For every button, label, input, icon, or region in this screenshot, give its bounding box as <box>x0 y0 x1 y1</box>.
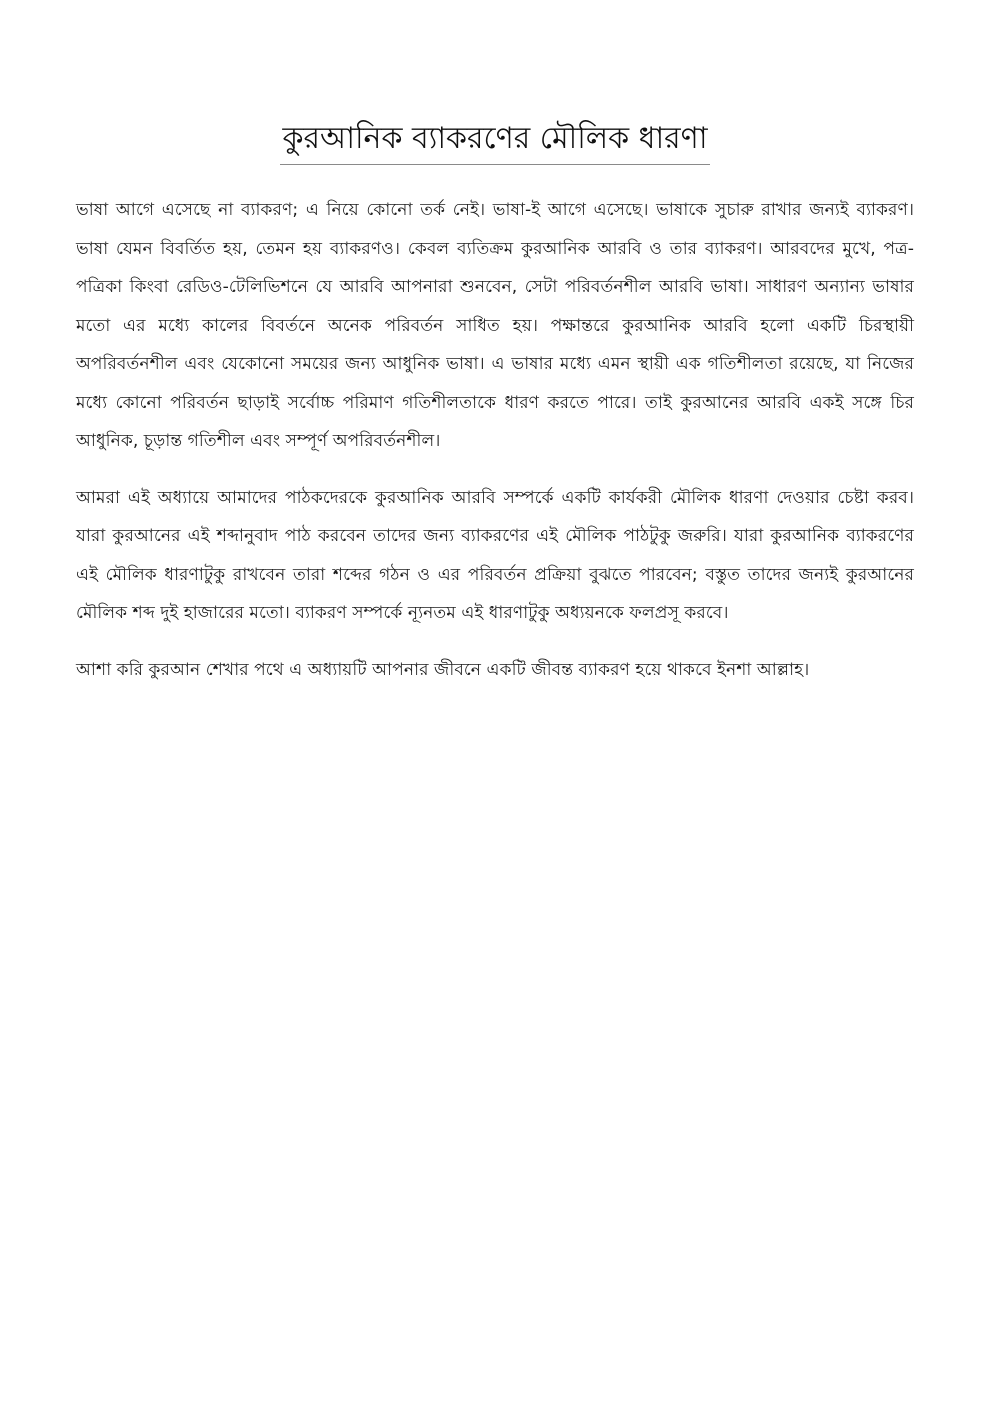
page-title: কুরআনিক ব্যাকরণের মৌলিক ধারণা <box>280 118 709 165</box>
paragraph-chapter-purpose: আমরা এই অধ্যায়ে আমাদের পাঠকদেরকে কুরআনিক আরবি সম্পর্কে একটি কার্যকরী মৌলিক ধারণা দেওয়ার চেষ্টা করব। যারা কুরআনের এই শব্দানুবাদ পাঠ করবেন তাদের জন্য ব্যাকরণের এই মৌলিক পাঠটুকু জরুরি। যারা কুরআনিক ব্যাকরণের এই মৌলিক ধারণাটুকু রাখবেন তারা শব্দের গঠন ও এর পরিবর্তন প্রক্রিয়া বুঝতে পারবেন; বস্তুত তাদের জন্যই কুরআনের মৌলিক শব্দ দুই হাজারের মতো। ব্যাকরণ সম্পর্কে ন্যূনতম এই ধারণাটুকু অধ্যয়নকে ফলপ্রসূ করবে। <box>76 487 914 623</box>
title-container <box>76 118 914 165</box>
paragraph-intro: ভাষা আগে এসেছে না ব্যাকরণ; এ নিয়ে কোনো তর্ক নেই। ভাষা-ই আগে এসেছে। ভাষাকে সুচারু রাখার জন্যই ব্যাকরণ। ভাষা যেমন বিবর্তিত হয়, তেমন হয় ব্যাকরণও। কেবল ব্যতিক্রম কুরআনিক আরবি ও তার ব্যাকরণ। আরবদের মুখে, পত্র-পত্রিকা কিংবা রেডিও-টেলিভিশনে যে আরবি আপনারা শুনবেন, সেটা পরিবর্তনশীল আরবি ভাষা। সাধারণ অন্যান্য ভাষার মতো এর মধ্যে কালের বিবর্তনে অনেক পরিবর্তন সাধিত হয়। পক্ষান্তরে কুরআনিক আরবি হলো একটি চিরস্থায়ী অপরিবর্তনশীল এবং যেকোনো সময়ের জন্য আধুনিক ভাষা। এ ভাষার মধ্যে এমন স্থায়ী এক গতিশীলতা রয়েছে, যা নিজের মধ্যে কোনো পরিবর্তন ছাড়াই সর্বোচ্চ পরিমাণ গতিশীলতাকে ধারণ করতে পারে। তাই কুরআনের আরবি একই সঙ্গে চির আধুনিক, চূড়ান্ত গতিশীল এবং সম্পূর্ণ অপরিবর্তনশীল। <box>76 200 914 451</box>
paragraph-closing: আশা করি কুরআন শেখার পথে এ অধ্যায়টি আপনার জীবনে একটি জীবন্ত ব্যাকরণ হয়ে থাকবে ইনশা আল্লাহ। <box>76 659 810 680</box>
